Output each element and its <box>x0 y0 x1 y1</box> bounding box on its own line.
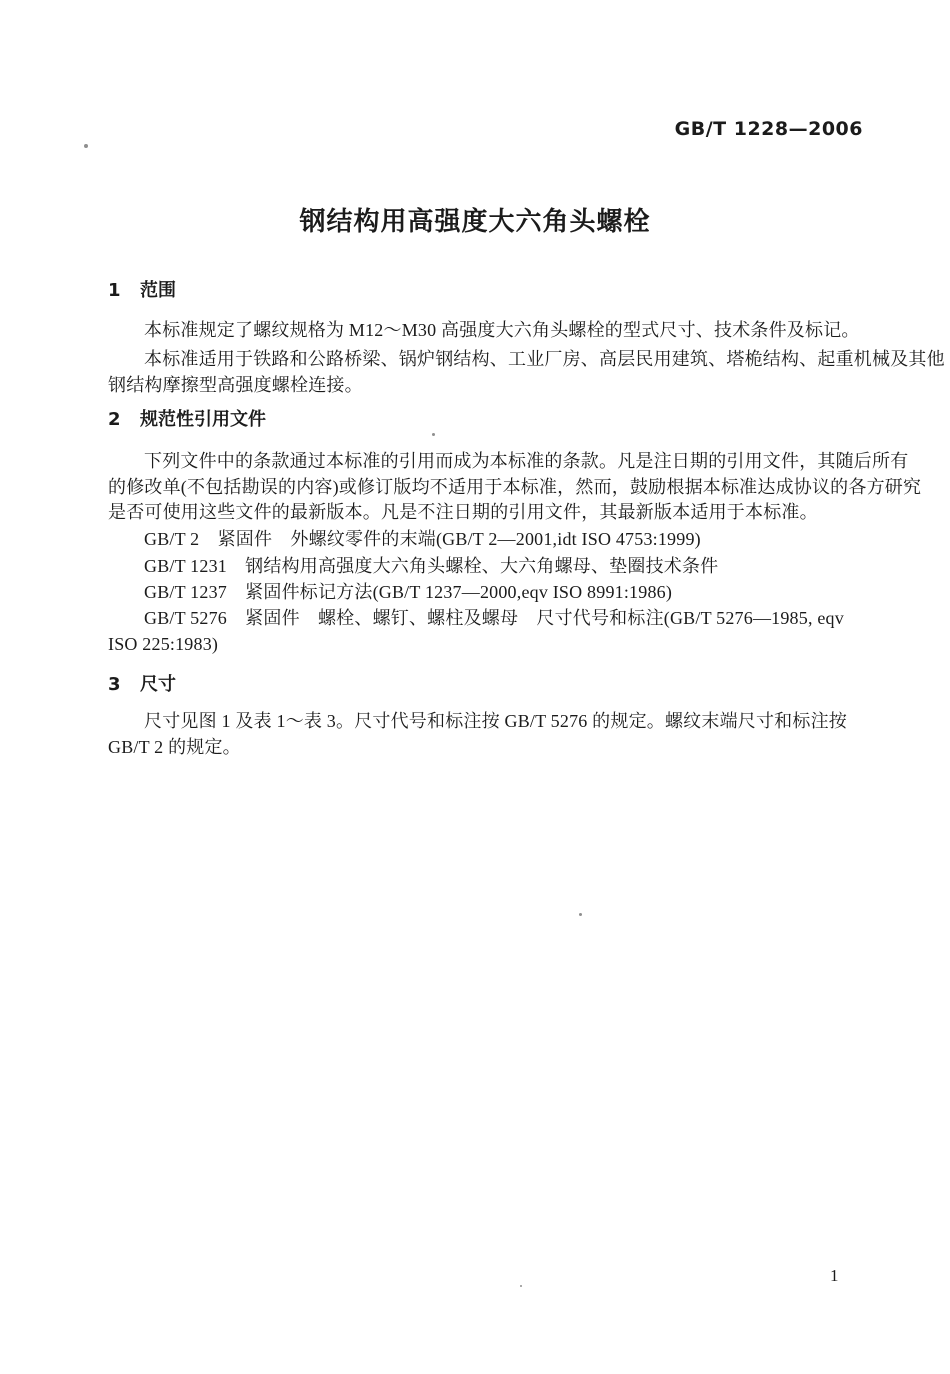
section-1-title: 范围 <box>140 280 176 301</box>
section-3-heading <box>108 670 176 696</box>
paragraph-line: 尺寸见图 1 及表 1～表 3。尺寸代号和标注按 GB/T 5276 的规定。螺纹末端尺寸和标注按 <box>144 711 847 731</box>
paragraph-line: 下列文件中的条款通过本标准的引用而成为本标准的条款。凡是注日期的引用文件，其随后所有 <box>144 451 909 471</box>
reference-line: GB/T 1231 钢结构用高强度大六角头螺栓、大六角螺母、垫圈技术条件 <box>144 556 719 576</box>
section-1-heading <box>108 276 176 302</box>
section-3-number: 3 <box>108 674 121 695</box>
paragraph-line: GB/T 2 的规定。 <box>108 737 241 757</box>
paragraph-line: 是否可使用这些文件的最新版本。凡是不注日期的引用文件，其最新版本适用于本标准。 <box>108 502 818 522</box>
paragraph-line: 本标准规定了螺纹规格为 M12～M30 高强度大六角头螺栓的型式尺寸、技术条件及标记。 <box>144 320 860 340</box>
reference-line: GB/T 5276 紧固件 螺栓、螺钉、螺柱及螺母 尺寸代号和标注(GB/T 5276—1985, eqv <box>144 608 844 628</box>
scan-speck <box>579 913 582 916</box>
section-2-title: 规范性引用文件 <box>140 409 266 430</box>
reference-line: GB/T 2 紧固件 外螺纹零件的末端(GB/T 2—2001,idt ISO 4753:1999) <box>144 529 701 549</box>
page-number: 1 <box>830 1266 839 1285</box>
section-2-heading <box>108 405 266 431</box>
paragraph-line: 钢结构摩擦型高强度螺栓连接。 <box>108 375 363 395</box>
section-1-number: 1 <box>108 280 121 301</box>
standard-code: GB/T 1228—2006 <box>674 118 863 140</box>
section-2-number: 2 <box>108 409 121 430</box>
section-3-title: 尺寸 <box>140 674 176 695</box>
paragraph-line: 本标准适用于铁路和公路桥梁、锅炉钢结构、工业厂房、高层民用建筑、塔桅结构、起重机械及其他 <box>144 349 945 369</box>
paragraph-line: 的修改单(不包括勘误的内容)或修订版均不适用于本标准，然而，鼓励根据本标准达成协议的各方研究 <box>108 477 922 497</box>
document-title: 钢结构用高强度大六角头螺栓 <box>299 207 651 237</box>
reference-line: ISO 225:1983) <box>108 634 219 654</box>
reference-line: GB/T 1237 紧固件标记方法(GB/T 1237—2000,eqv ISO 8991:1986) <box>144 582 673 602</box>
scan-speck <box>84 144 88 148</box>
scan-speck <box>432 433 435 436</box>
scan-speck <box>520 1285 522 1287</box>
